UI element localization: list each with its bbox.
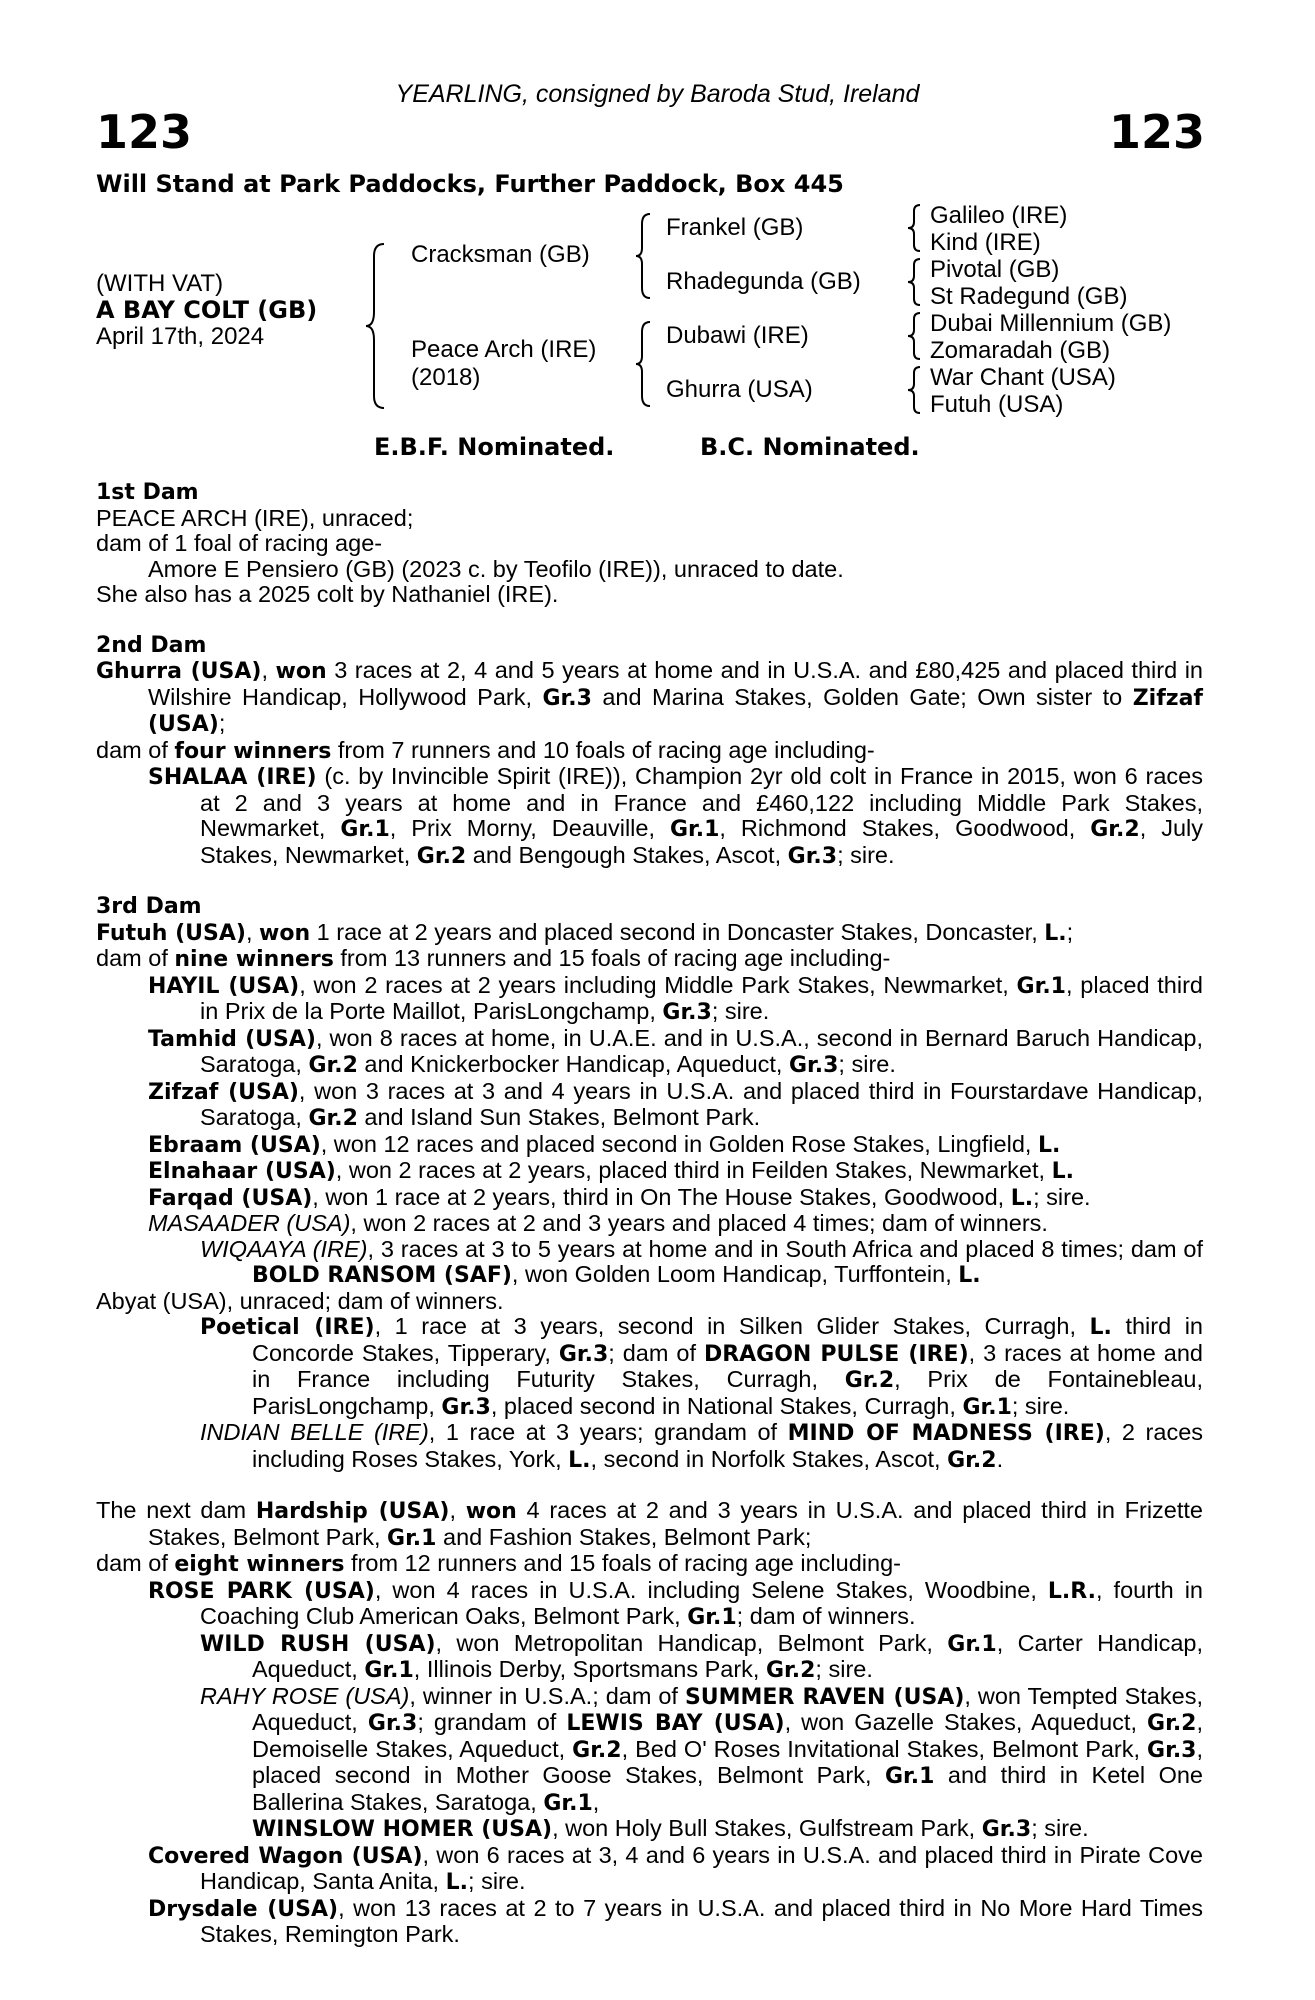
g3: Pivotal (GB) [930,256,1060,283]
first-dam-line1: PEACE ARCH (IRE), unraced; [96,504,414,531]
next-dam-section [96,1498,1203,1948]
g2: Kind (IRE) [930,229,1041,256]
zifzaf-entry: Zifzaf (USA), won 3 races at 3 and 4 years in U.S.A. and placed third in Fourstardave Handicap, Saratoga, Gr.2 and Island Sun Stakes, Belmont Park. [148,1077,1203,1131]
first-dam-section [96,480,1203,608]
g8: Futuh (USA) [930,391,1064,418]
dam-name: Peace Arch (IRE) [411,336,597,363]
bc-nominated: B.C. Nominated. [700,433,920,461]
first-dam-heading: 1st Dam [96,480,199,505]
second-dam-section [96,633,1203,870]
first-dam-foal: Amore E Pensiero (GB) (2023 c. by Teofilo (IRE)), unraced to date. [148,555,844,582]
g5: Dubai Millennium (GB) [930,310,1172,337]
ebf-nominated: E.B.F. Nominated. [374,433,615,461]
g-bracket-4 [906,365,928,415]
dam-sire: Dubawi (IRE) [666,322,809,349]
abyat-entry: Abyat (USA), unraced; dam of winners. [96,1287,504,1314]
third-dam-section [96,894,1203,1473]
hardship-entry: The next dam Hardship (USA), won 4 races at 2 and 3 years in U.S.A. and placed third in Frizette Stakes, Belmont Park, Gr.1 and Fashion Stakes, Belmont Park; [96,1497,1203,1551]
vat-label: (WITH VAT) [96,270,224,297]
dam-dam: Ghurra (USA) [666,376,813,403]
dam-year: (2018) [411,364,481,391]
foaled-date: April 17th, 2024 [96,323,265,350]
g1: Galileo (IRE) [930,202,1068,229]
futuh-entry: Futuh (USA), won 1 race at 2 years and placed second in Doncaster Stakes, Doncaster, L.; [96,918,1074,946]
g7: War Chant (USA) [930,364,1116,391]
shalaa-entry: SHALAA (IRE) (c. by Invincible Spirit (IRE)), Champion 2yr old colt in France in 2015, won 6 races at 2 and 3 years at home and in France and £460,122 including Middle Park Stakes, Newmarket, Gr.1, Prix Morny, Deauville, Gr.1, Richmond Stakes, Goodwood, Gr.2, July Stakes, Newmarket, Gr.2 and Bengough Stakes, Ascot, Gr.3; sire. [148,763,1203,869]
wild-rush-entry: WILD RUSH (USA), won Metropolitan Handicap, Belmont Park, Gr.1, Carter Handicap, Aqueduct, Gr.1, Illinois Derby, Sportsmans Park, Gr.2; sire. [200,1629,1203,1683]
rahy-rose-entry: RAHY ROSE (USA), winner in U.S.A.; dam of SUMMER RAVEN (USA), won Tempted Stakes, Aqueduct, Gr.3; grandam of LEWIS BAY (USA), won Gazelle Stakes, Aqueduct, Gr.2, Demoiselle Stakes, Aqueduct, Gr.2, Bed O' Roses Invitational Stakes, Belmont Park, Gr.3, placed second in Mother Goose Stakes, Belmont Park, Gr.1 and third in Ketel One Ballerina Stakes, Saratoga, Gr.1, [200,1682,1204,1816]
sire-name: Cracksman (GB) [411,241,590,268]
second-dam-produce: dam of four winners from 7 runners and 10 foals of racing age including- [96,736,875,764]
g-bracket-3 [906,311,928,361]
dam-parents-bracket [634,320,656,410]
g6: Zomaradah (GB) [930,337,1111,364]
g-bracket-1 [906,203,928,253]
g-bracket-2 [906,257,928,307]
second-dam-entry: Ghurra (USA), won 3 races at 2, 4 and 5 years at home and in U.S.A. and £80,425 and placed third in Wilshire Handicap, Hollywood Park, Gr.3 and Marina Stakes, Golden Gate; Own sister to Zifzaf (USA); [96,657,1203,737]
wiqaaya-entry: WIQAAYA (IRE), 3 races at 3 to 5 years at home and in South Africa and placed 8 times; dam of BOLD RANSOM (SAF), won Golden Loom Handicap, Turffontein, L. [200,1235,1203,1288]
stand-location: Will Stand at Park Paddocks, Further Paddock, Box 445 [96,170,844,198]
catalogue-body [96,480,1203,1948]
sire-dam-bracket [364,242,390,410]
masaader-entry: MASAADER (USA), won 2 races at 2 and 3 years and placed 4 times; dam of winners. [148,1210,1048,1236]
hardship-produce: dam of eight winners from 12 runners and 15 foals of racing age including- [96,1550,901,1577]
first-dam-line4: She also has a 2025 colt by Nathaniel (IRE). [96,581,559,607]
hayil-entry: HAYIL (USA), won 2 races at 2 years including Middle Park Stakes, Newmarket, Gr.1, placed third in Prix de la Porte Maillot, ParisLongchamp, Gr.3; sire. [148,971,1203,1025]
covered-wagon-entry: Covered Wagon (USA), won 6 races at 3, 4 and 6 years in U.S.A. and placed third in Pirate Cove Handicap, Santa Anita, L.; sire. [148,1841,1203,1895]
consignment-line: YEARLING, consigned by Baroda Stud, Ireland [395,80,920,108]
indian-belle-entry: INDIAN BELLE (IRE), 1 race at 3 years; grandam of MIND OF MADNESS (IRE), 2 races including Roses Stakes, York, L., second in Norfolk Stakes, Ascot, Gr.2. [200,1419,1204,1473]
g4: St Radegund (GB) [930,283,1128,310]
sire-parents-bracket [634,212,656,302]
rose-park-entry: ROSE PARK (USA), won 4 races in U.S.A. including Selene Stakes, Woodbine, L.R., fourth in Coaching Club American Oaks, Belmont Park, Gr.1; dam of winners. [148,1576,1203,1630]
elnahaar-entry: Elnahaar (USA), won 2 races at 2 years, placed third in Feilden Stakes, Newmarket, L. [148,1157,1074,1184]
farqad-entry: Farqad (USA), won 1 race at 2 years, third in On The House Stakes, Goodwood, L.; sire. [148,1183,1091,1211]
winslow-homer-entry: WINSLOW HOMER (USA), won Holy Bull Stakes, Gulfstream Park, Gr.3; sire. [252,1815,1089,1842]
third-dam-heading: 3rd Dam [96,894,202,919]
subject-name: A BAY COLT (GB) [96,296,318,324]
poetical-entry: Poetical (IRE), 1 race at 3 years, second in Silken Glider Stakes, Curragh, L. third in Concorde Stakes, Tipperary, Gr.3; dam of DRAGON PULSE (IRE), 3 races at home and in France including Futurity Stakes, Curragh, Gr.2, Prix de Fontainebleau, ParisLongchamp, Gr.3, placed second in National Stakes, Curragh, Gr.1; sire. [200,1313,1203,1420]
lot-number-left: 123 [96,105,193,159]
ebraam-entry: Ebraam (USA), won 12 races and placed second in Golden Rose Stakes, Lingfield, L. [148,1130,1061,1158]
second-dam-heading: 2nd Dam [96,632,207,658]
sire-sire: Frankel (GB) [666,214,804,241]
first-dam-line2: dam of 1 foal of racing age- [96,530,383,556]
drysdale-entry: Drysdale (USA), won 13 races at 2 to 7 years in U.S.A. and placed third in No More Hard Times Stakes, Remington Park. [148,1894,1204,1947]
sire-dam: Rhadegunda (GB) [666,268,861,295]
futuh-produce: dam of nine winners from 13 runners and 15 foals of racing age including- [96,945,891,972]
tamhid-entry: Tamhid (USA), won 8 races at home, in U.A.E. and in U.S.A., second in Bernard Baruch Handicap, Saratoga, Gr.2 and Knickerbocker Handicap, Aqueduct, Gr.3; sire. [148,1024,1203,1078]
lot-number-right: 123 [1108,105,1205,159]
